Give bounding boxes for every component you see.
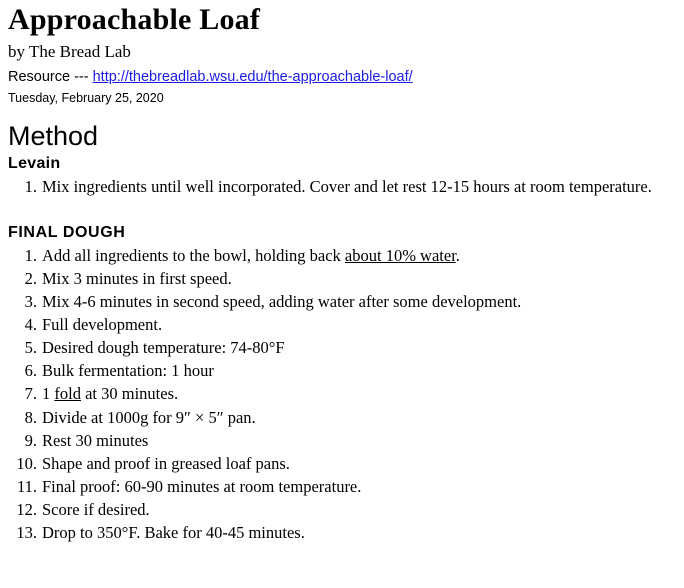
list-item — [8, 430, 676, 451]
levain-steps — [8, 176, 676, 197]
resource-label: Resource --- — [8, 68, 89, 85]
list-item-text: Rest 30 minutes — [42, 430, 149, 450]
list-item — [8, 383, 676, 404]
list-item-number: 4. — [24, 315, 37, 335]
list-item-text: Score if desired. — [42, 500, 150, 520]
list-item-number: 12. — [16, 500, 37, 520]
list-item — [8, 476, 676, 497]
page-title: Approachable Loaf — [8, 3, 261, 36]
list-item-text: Shape and proof in greased loaf pans. — [42, 453, 290, 473]
list-item-text: Full development. — [42, 315, 163, 335]
list-item-text: Desired dough temperature: 74-80°F — [42, 338, 285, 358]
list-item-text: 1 fold at 30 minutes. — [42, 384, 179, 404]
section-heading-levain: Levain — [8, 154, 61, 172]
list-item — [8, 522, 676, 543]
list-item-number: 10. — [16, 453, 37, 473]
list-item — [8, 314, 676, 335]
resource-link[interactable]: http://thebreadlab.wsu.edu/the-approachable-loaf/ — [92, 68, 413, 85]
list-item-number: 9. — [24, 430, 37, 450]
list-item-text: Drop to 350°F. Bake for 40-45 minutes. — [42, 523, 305, 543]
list-item-number: 2. — [24, 268, 37, 288]
list-item — [8, 407, 676, 428]
list-item — [8, 268, 676, 289]
section-heading-final-dough: FINAL DOUGH — [8, 223, 126, 241]
list-item — [8, 245, 676, 266]
list-item-number: 13. — [16, 523, 37, 543]
method-heading: Method — [8, 121, 99, 152]
final-dough-steps — [8, 245, 676, 543]
resource-line — [8, 68, 676, 86]
list-item-number: 1. — [24, 176, 37, 196]
list-item-text: Divide at 1000g for 9″ × 5″ pan. — [42, 407, 256, 427]
list-item-number: 11. — [16, 476, 37, 496]
list-item-text: Mix ingredients until well incorporated. Cover and let rest 12-15 hours at room temperature. — [42, 176, 652, 196]
list-item-number: 1. — [24, 245, 37, 265]
list-item-text: Mix 3 minutes in first speed. — [42, 268, 232, 288]
list-item-number: 6. — [24, 361, 37, 381]
list-item — [8, 453, 676, 474]
list-item-text: Bulk fermentation: 1 hour — [42, 361, 214, 381]
list-item — [8, 360, 676, 381]
list-item-number: 5. — [24, 338, 37, 358]
list-item — [8, 291, 676, 312]
list-item-text: Final proof: 60-90 minutes at room temperature. — [42, 476, 362, 496]
list-item — [8, 337, 676, 358]
document-date: Tuesday, February 25, 2020 — [8, 91, 164, 106]
list-item — [8, 499, 676, 520]
list-item — [8, 176, 676, 197]
list-item-number: 8. — [24, 407, 37, 427]
byline: by The Bread Lab — [8, 41, 131, 61]
list-item-text: Add all ingredients to the bowl, holding back about 10% water. — [42, 245, 460, 265]
list-item-text: Mix 4-6 minutes in second speed, adding water after some development. — [42, 292, 522, 312]
list-item-number: 3. — [24, 292, 37, 312]
list-item-number: 7. — [24, 384, 37, 404]
